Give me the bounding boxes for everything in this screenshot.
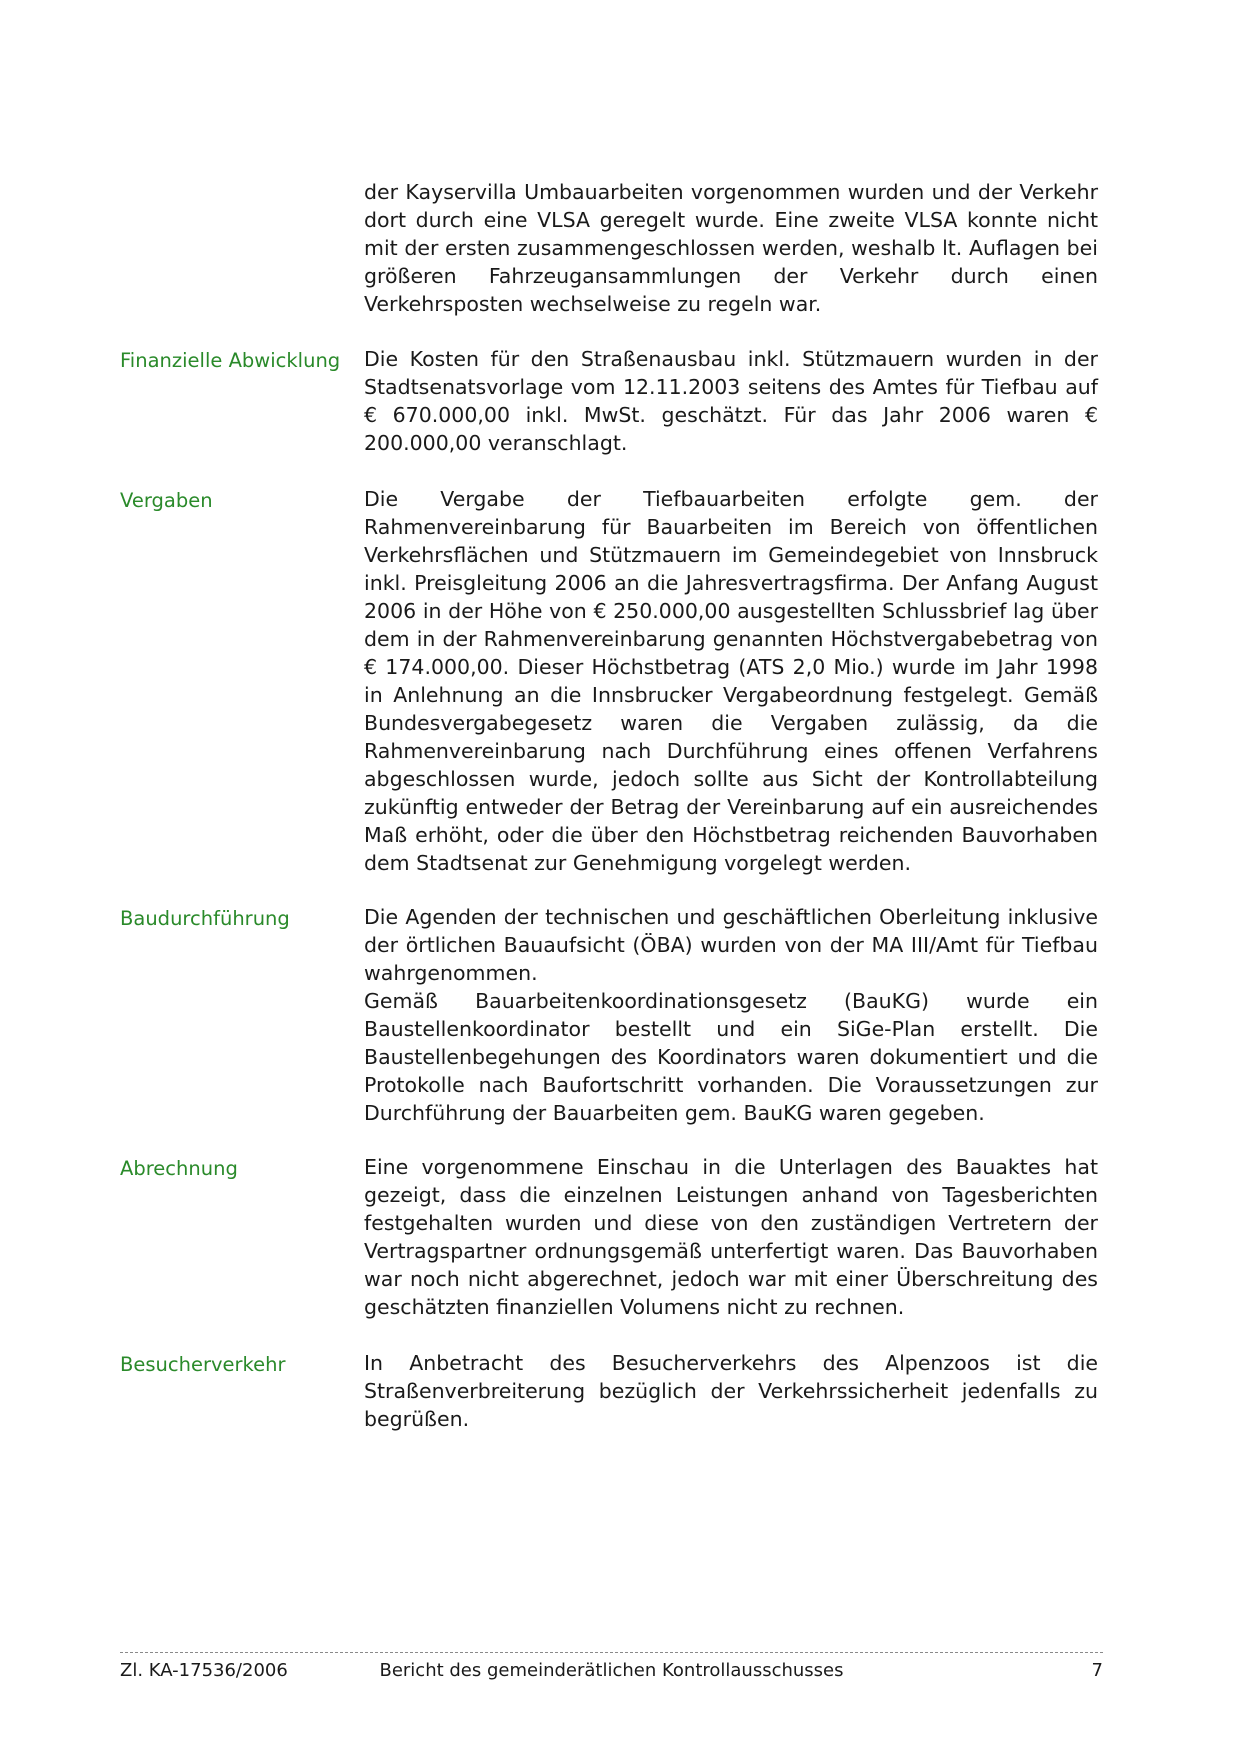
section-text: [364, 1349, 1098, 1433]
paragraph: Eine vorgenommene Einschau in die Unterlagen des Bauaktes hat gezeigt, dass die einzelnen Leistungen anhand von Tagesberichten festgehalten wurden und diese von den zuständigen Vertretern der Vertragspartner ordnungsgemäß unterfertigt waren. Das Bauvorhaben war noch nicht abgerechnet, jedoch war mit einer Überschreitung des geschätzten finanziellen Volumens nicht zu rechnen.: [364, 1155, 1098, 1319]
section-text: [364, 485, 1098, 877]
paragraph: Die Agenden der technischen und geschäftlichen Oberleitung inklusive der örtlichen Bauaufsicht (ÖBA) wurden von der MA III/Amt für Tiefbau wahrgenommen.: [364, 905, 1098, 985]
section-label: Vergaben: [120, 489, 213, 512]
page-footer: [120, 1658, 1103, 1684]
paragraph: Die Kosten für den Straßenausbau inkl. Stützmauern wurden in der Stadtsenatsvorlage vom 12.11.2003 seitens des Amtes für Tiefbau auf € 670.000,00 inkl. MwSt. geschätzt. Für das Jahr 2006 waren € 200.000,00 veranschlagt.: [364, 347, 1098, 455]
footer-reference: Zl. KA-17536/2006: [120, 1660, 288, 1681]
section-text: [364, 1153, 1098, 1321]
section-label: Finanzielle Abwicklung: [120, 349, 341, 372]
section-text: [364, 903, 1098, 1127]
footer-divider: [120, 1652, 1103, 1653]
paragraph: der Kayservilla Umbauarbeiten vorgenommen wurden und der Verkehr dort durch eine VLSA geregelt wurde. Eine zweite VLSA konnte nicht mit der ersten zusammengeschlossen werden, weshalb lt. Auflagen bei größeren Fahrzeugansammlungen der Verkehr durch einen Verkehrsposten wechselweise zu regeln war.: [364, 180, 1098, 316]
paragraph: In Anbetracht des Besucherverkehrs des Alpenzoos ist die Straßenverbreiterung bezüglich der Verkehrssicherheit jedenfalls zu begrüßen.: [364, 1351, 1098, 1431]
paragraph: Die Vergabe der Tiefbauarbeiten erfolgte gem. der Rahmenvereinbarung für Bauarbeiten im Bereich von öffentlichen Verkehrsflächen und Stützmauern im Gemeindegebiet von Innsbruck inkl. Preisgleitung 2006 an die Jahresvertragsfirma. Der Anfang August 2006 in der Höhe von € 250.000,00 ausgestellten Schlussbrief lag über dem in der Rahmenvereinbarung genannten Höchstvergabebetrag von € 174.000,00. Dieser Höchstbetrag (ATS 2,0 Mio.) wurde im Jahr 1998 in Anlehnung an die Innsbrucker Vergabeordnung festgelegt. Gemäß Bundesvergabegesetz waren die Vergaben zulässig, da die Rahmenvereinbarung nach Durchführung eines offenen Verfahrens abgeschlossen wurde, jedoch sollte aus Sicht der Kontrollabteilung zukünftig entweder der Betrag der Vereinbarung auf ein ausreichendes Maß erhöht, oder die über den Höchstbetrag reichenden Bauvorhaben dem Stadtsenat zur Genehmigung vorgelegt werden.: [364, 487, 1098, 875]
section-label: Abrechnung: [120, 1157, 238, 1180]
section-label: Baudurchführung: [120, 907, 290, 930]
footer-title: Bericht des gemeinderätlichen Kontrollausschusses: [379, 1660, 844, 1681]
page-number: 7: [1091, 1660, 1103, 1681]
section-label: Besucherverkehr: [120, 1353, 286, 1376]
paragraph: Gemäß Bauarbeitenkoordinationsgesetz (BauKG) wurde ein Baustellenkoordinator bestellt und ein SiGe-Plan erstellt. Die Baustellenbegehungen des Koordinators waren dokumentiert und die Protokolle nach Baufortschritt vorhanden. Die Voraussetzungen zur Durchführung der Bauarbeiten gem. BauKG waren gegeben.: [364, 989, 1098, 1125]
section-text: [364, 345, 1098, 457]
continuation-text: [364, 178, 1098, 318]
